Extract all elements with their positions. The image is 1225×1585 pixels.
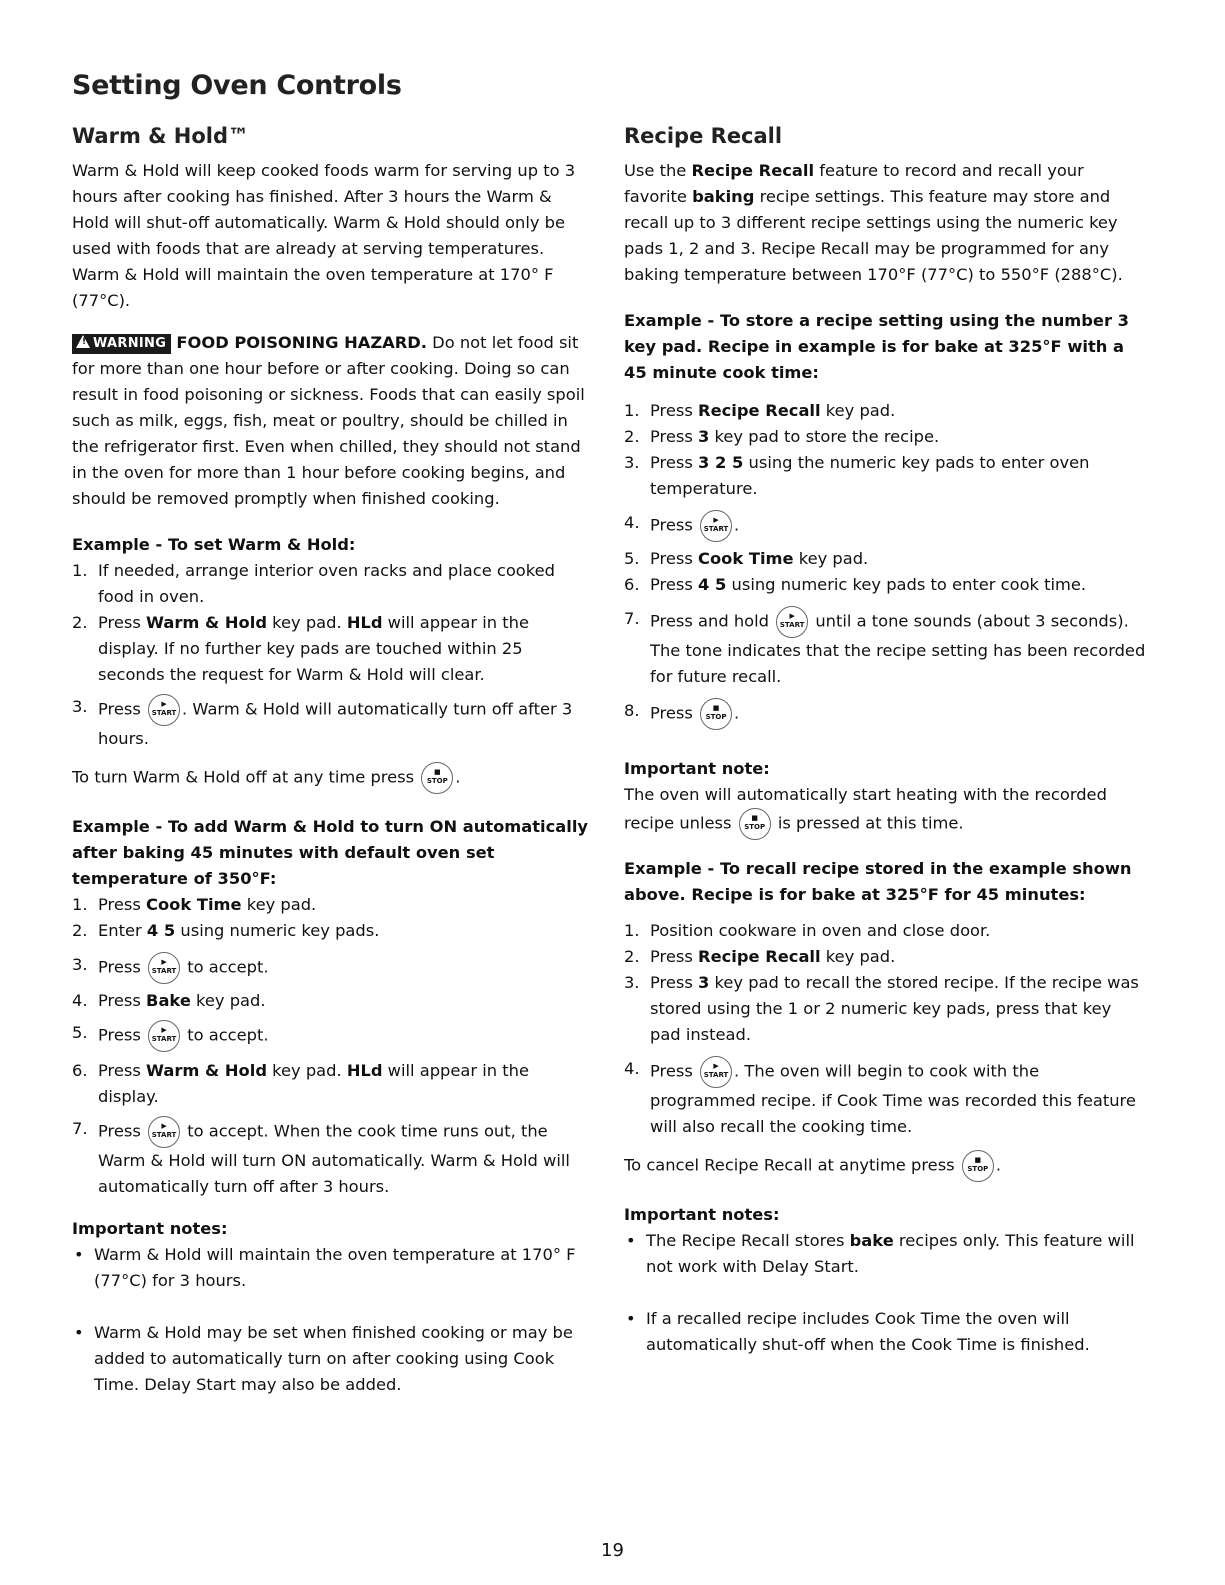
list-item: 7. Press and hold ▶ START until a tone sounds (about 3 seconds). The tone indicates that the recipe setting has been recorded for future recall. [624,606,1146,690]
start-key-icon: ▶ START [148,1020,180,1052]
recipe-recall-heading: Recipe Recall [624,124,783,148]
example-set-warm-hold-title: Example - To set Warm & Hold: [72,535,356,554]
warning-triangle-icon: ! [76,335,90,348]
list-item: 4. Press ▶ START . The oven will begin to cook with the programmed recipe. if Cook Time was recorded this feature will also recall the cooking time. [624,1056,1146,1140]
list-item: 1. Press Recipe Recall key pad. [624,401,896,420]
example-recall-recipe-steps [624,918,1146,1140]
list-item: • The Recipe Recall stores bake recipes only. This feature will not work with Delay Start. [626,1231,1135,1276]
list-item: 6. Press 4 5 using numeric key pads to enter cook time. [624,575,1087,594]
list-item: 2. Press Warm & Hold key pad. HLd will appear in the display. If no further key pads are touched within 25 seconds the request for Warm & Hold will clear. [72,613,529,684]
warning-text: Do not let food sit for more than one hour before or after cooking. Doing so can result in food poisoning or sickness. Foods that can easily spoil such as milk, eggs, fish, meat or poultry, should be chilled in the refrigerator first. Even when chilled, they should not stand in the oven for more than 1 hour before cooking begins, and should be removed promptly when finished cooking. [72,333,585,508]
list-item: 3. Press 3 key pad to recall the stored recipe. If the recipe was stored using the 1 or 2 numeric key pads, press that key pad instead. [624,973,1139,1044]
list-item: 2. Press Recipe Recall key pad. [624,947,896,966]
recipe-recall-intro: Use the Recipe Recall feature to record and recall your favorite baking recipe settings. This feature may store and recall up to 3 different recipe settings using the numeric key pads 1, 2 and 3. Recipe Recall may be programmed for any baking temperature between 170°F (77°C) to 550°F (288°C). [624,161,1123,284]
warm-hold-section [72,124,592,1398]
page-title: Setting Oven Controls [72,70,402,101]
important-note-title: Important note: [624,759,770,778]
stop-key-icon: ■ STOP [700,698,732,730]
warning-block [72,330,592,512]
important-note-text: The oven will automatically start heating with the recorded recipe unless ■ STOP is pressed at this time. [624,782,1146,840]
list-item: 2. Enter 4 5 using numeric key pads. [72,921,380,940]
start-key-icon: ▶ START [776,606,808,638]
list-item: 5. Press Cook Time key pad. [624,549,869,568]
list-item: 3. Press ▶ START . Warm & Hold will automatically turn off after 3 hours. [72,694,592,752]
list-item: 1. Press Cook Time key pad. [72,895,317,914]
start-key-icon: ▶ START [148,1116,180,1148]
example-recall-recipe-title: Example - To recall recipe stored in the example shown above. Recipe is for bake at 325°F for 45 minutes: [624,859,1132,904]
list-item: • If a recalled recipe includes Cook Time the oven will automatically shut-off when the Cook Time is finished. [626,1309,1090,1354]
start-key-icon: ▶ START [148,952,180,984]
list-item: • Warm & Hold will maintain the oven temperature at 170° F (77°C) for 3 hours. [74,1245,576,1290]
example-store-recipe-steps [624,398,1146,730]
start-key-icon: ▶ START [700,510,732,542]
warning-title: FOOD POISONING HAZARD. [176,333,427,352]
warm-hold-heading: Warm & Hold™ [72,124,249,148]
warning-badge: ! WARNING [72,334,171,354]
example-store-recipe-title: Example - To store a recipe setting using the number 3 key pad. Recipe in example is for bake at 325°F with a 45 minute cook time: [624,311,1129,382]
list-item: 1. If needed, arrange interior oven racks and place cooked food in oven. [72,561,555,606]
example-add-warm-hold-steps [72,892,592,1200]
recipe-recall-notes-title: Important notes: [624,1205,780,1224]
list-item: 8. Press ■ STOP . [624,698,1146,730]
stop-key-icon: ■ STOP [421,762,453,794]
page-number: 19 [601,1540,624,1561]
start-key-icon: ▶ START [700,1056,732,1088]
example-set-warm-hold-steps [72,558,592,752]
list-item: 1. Position cookware in oven and close door. [624,921,991,940]
example-add-warm-hold-title: Example - To add Warm & Hold to turn ON automatically after baking 45 minutes with default oven set temperature of 350°F: [72,817,589,888]
list-item: 5. Press ▶ START to accept. [72,1020,592,1052]
cancel-instruction: To cancel Recipe Recall at anytime press ■ STOP . [624,1150,1146,1182]
warm-hold-notes [72,1242,592,1398]
list-item: 2. Press 3 key pad to store the recipe. [624,427,940,446]
list-item: 6. Press Warm & Hold key pad. HLd will appear in the display. [72,1061,529,1106]
recipe-recall-notes [624,1228,1146,1358]
list-item: 3. Press ▶ START to accept. [72,952,592,984]
warm-hold-notes-title: Important notes: [72,1219,228,1238]
list-item: 3. Press 3 2 5 using the numeric key pads to enter oven temperature. [624,453,1090,498]
list-item: 4. Press ▶ START . [624,510,1146,542]
warm-hold-intro: Warm & Hold will keep cooked foods warm for serving up to 3 hours after cooking has finished. After 3 hours the Warm & Hold will shut-off automatically. Warm & Hold should only be used with foods that are already at serving temperatures. Warm & Hold will maintain the oven temperature at 170° F (77°C). [72,161,576,310]
list-item: • Warm & Hold may be set when finished cooking or may be added to automatically turn on after cooking using Cook Time. Delay Start may also be added. [74,1323,573,1394]
list-item: 7. Press ▶ START to accept. When the cook time runs out, the Warm & Hold will turn ON automatically. Warm & Hold will automatically turn off after 3 hours. [72,1116,592,1200]
stop-key-icon: ■ STOP [962,1150,994,1182]
list-item: 4. Press Bake key pad. [72,991,266,1010]
recipe-recall-section [624,124,1146,1358]
start-key-icon: ▶ START [148,694,180,726]
stop-key-icon: ■ STOP [739,808,771,840]
turn-off-instruction: To turn Warm & Hold off at any time press ■ STOP . [72,762,592,794]
